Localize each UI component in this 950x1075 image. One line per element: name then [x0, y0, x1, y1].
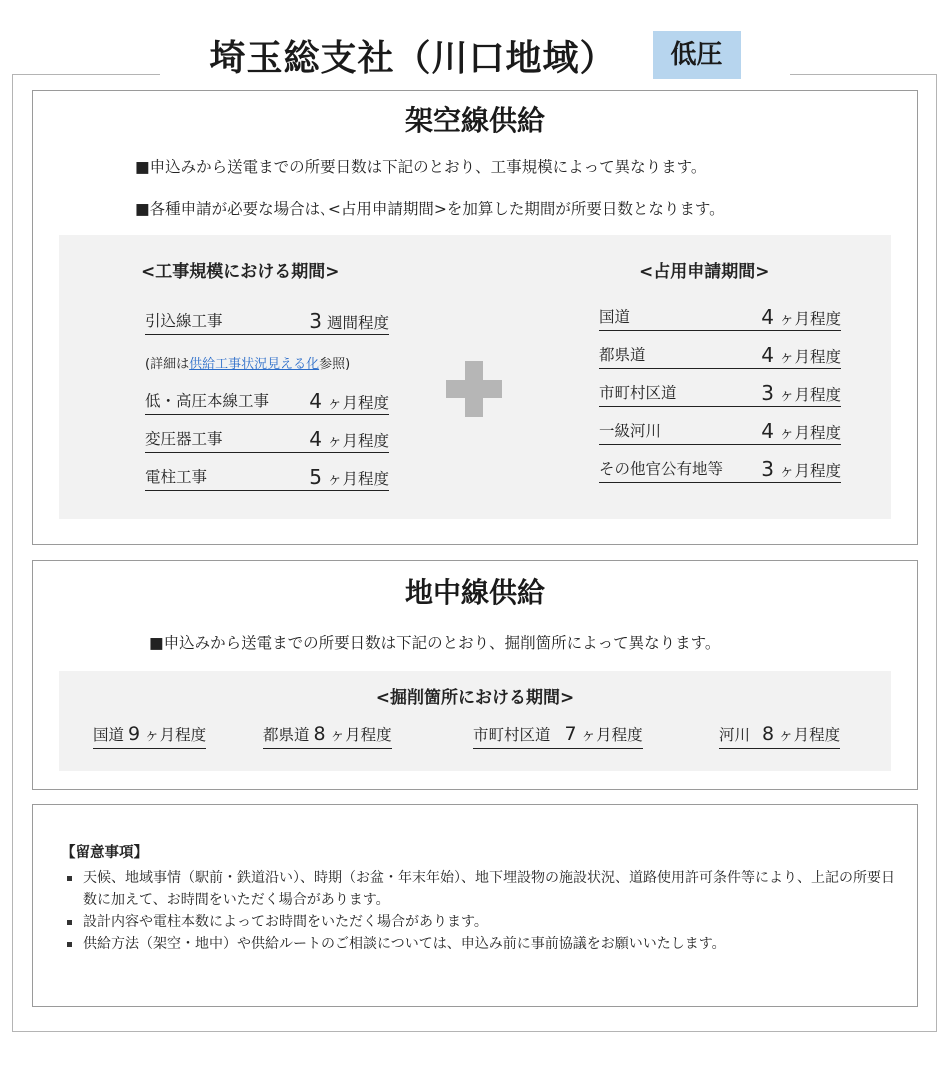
excavation-item: [473, 723, 643, 749]
occupancy-row-number: 3: [761, 457, 774, 481]
overhead-supply-panel: [32, 90, 918, 545]
excavation-item: [263, 723, 392, 749]
voltage-badge: 低圧: [653, 31, 741, 79]
plus-icon: [446, 361, 502, 417]
occupancy-row-unit: ヶ月程度: [778, 386, 841, 404]
excavation-item-number: 9: [128, 723, 141, 745]
overhead-lead-2: ■各種申請が必要な場合は､<占用申請期間>を加算した期間が所要日数となります。: [135, 200, 725, 218]
overhead-period-box: [59, 235, 891, 519]
construction-detail-note: [145, 353, 350, 372]
construction-row-number: 3: [309, 309, 322, 333]
construction-row-unit: ヶ月程度: [326, 432, 389, 450]
construction-row-label: 変圧器工事: [145, 430, 223, 448]
occupancy-row-unit: ヶ月程度: [778, 424, 841, 442]
construction-row-label: 引込線工事: [145, 312, 223, 330]
detail-note-suffix: 参照): [319, 357, 351, 372]
detail-note-prefix: (詳細は: [145, 357, 190, 372]
occupancy-row-number: 4: [761, 419, 774, 443]
occupancy-row: [599, 307, 841, 331]
excavation-period-box: [59, 671, 891, 771]
notes-panel: [32, 804, 918, 1007]
excavation-item-label: 国道: [93, 726, 125, 744]
notes-heading: 【留意事項】: [61, 845, 148, 861]
occupancy-row: [599, 459, 841, 483]
page-title: 埼玉総支社（川口地域）: [209, 37, 617, 79]
excavation-item-number: 7: [564, 723, 577, 745]
excavation-item-unit: ヶ月程度: [778, 726, 841, 744]
note-item: 天候、地域事情（駅前・鉄道沿い）、時期（お盆・年末年始）、地下埋設物の施設状況、道路使用許可条件等により、上記の所要日数に加えて、お時間をいただく場合があります。: [65, 867, 895, 911]
construction-row-label: 電柱工事: [145, 468, 208, 486]
construction-row: [145, 311, 389, 335]
construction-row-unit: ヶ月程度: [326, 470, 389, 488]
construction-heading: <工事規模における期間>: [141, 262, 340, 282]
occupancy-row-unit: ヶ月程度: [778, 310, 841, 328]
occupancy-row-label: その他官公有地等: [599, 460, 724, 478]
excavation-item-unit: ヶ月程度: [329, 726, 392, 744]
occupancy-row-number: 3: [761, 381, 774, 405]
notes-list: [65, 867, 895, 955]
excavation-item-label: 河川: [719, 726, 751, 744]
excavation-item: [93, 723, 206, 749]
note-item: 供給方法（架空・地中）や供給ルートのご相談については、申込み前に事前協議をお願いいたします。: [65, 933, 895, 955]
occupancy-row-number: 4: [761, 305, 774, 329]
occupancy-row-label: 国道: [599, 308, 631, 326]
supply-work-status-link[interactable]: 供給工事状況見える化: [189, 357, 320, 372]
excavation-heading: <掘削箇所における期間>: [375, 688, 575, 708]
excavation-item-unit: ヶ月程度: [580, 726, 643, 744]
underground-title: 地中線供給: [404, 576, 545, 609]
excavation-item: [719, 723, 840, 749]
overhead-title: 架空線供給: [404, 104, 545, 137]
occupancy-row: [599, 421, 841, 445]
construction-row: [145, 429, 389, 453]
underground-lead: ■申込みから送電までの所要日数は下記のとおり、掘削箇所によって異なります。: [149, 634, 721, 652]
note-item: 設計内容や電柱本数によってお時間をいただく場合があります。: [65, 911, 895, 933]
occupancy-row-label: 都県道: [599, 346, 646, 364]
overhead-lead-1: ■申込みから送電までの所要日数は下記のとおり、工事規模によって異なります。: [135, 158, 707, 176]
excavation-item-label: 市町村区道: [473, 726, 551, 744]
occupancy-row: [599, 345, 841, 369]
occupancy-row-number: 4: [761, 343, 774, 367]
construction-row: [145, 391, 389, 415]
construction-row-unit: ヶ月程度: [326, 394, 389, 412]
occupancy-row: [599, 383, 841, 407]
construction-row-unit: 週間程度: [326, 314, 389, 332]
construction-row-number: 4: [309, 427, 322, 451]
occupancy-row-unit: ヶ月程度: [778, 462, 841, 480]
excavation-item-unit: ヶ月程度: [144, 726, 207, 744]
excavation-item-label: 都県道: [263, 726, 310, 744]
occupancy-heading: <占用申請期間>: [639, 262, 770, 282]
excavation-item-number: 8: [313, 723, 326, 745]
construction-row-label: 低・高圧本線工事: [145, 392, 270, 410]
underground-supply-panel: [32, 560, 918, 790]
title-row: [160, 20, 790, 90]
construction-row: [145, 467, 389, 491]
occupancy-row-label: 一級河川: [599, 422, 662, 440]
occupancy-row-label: 市町村区道: [599, 384, 677, 402]
construction-row-number: 4: [309, 389, 322, 413]
construction-row-number: 5: [309, 465, 322, 489]
occupancy-row-unit: ヶ月程度: [778, 348, 841, 366]
excavation-item-number: 8: [762, 723, 775, 745]
